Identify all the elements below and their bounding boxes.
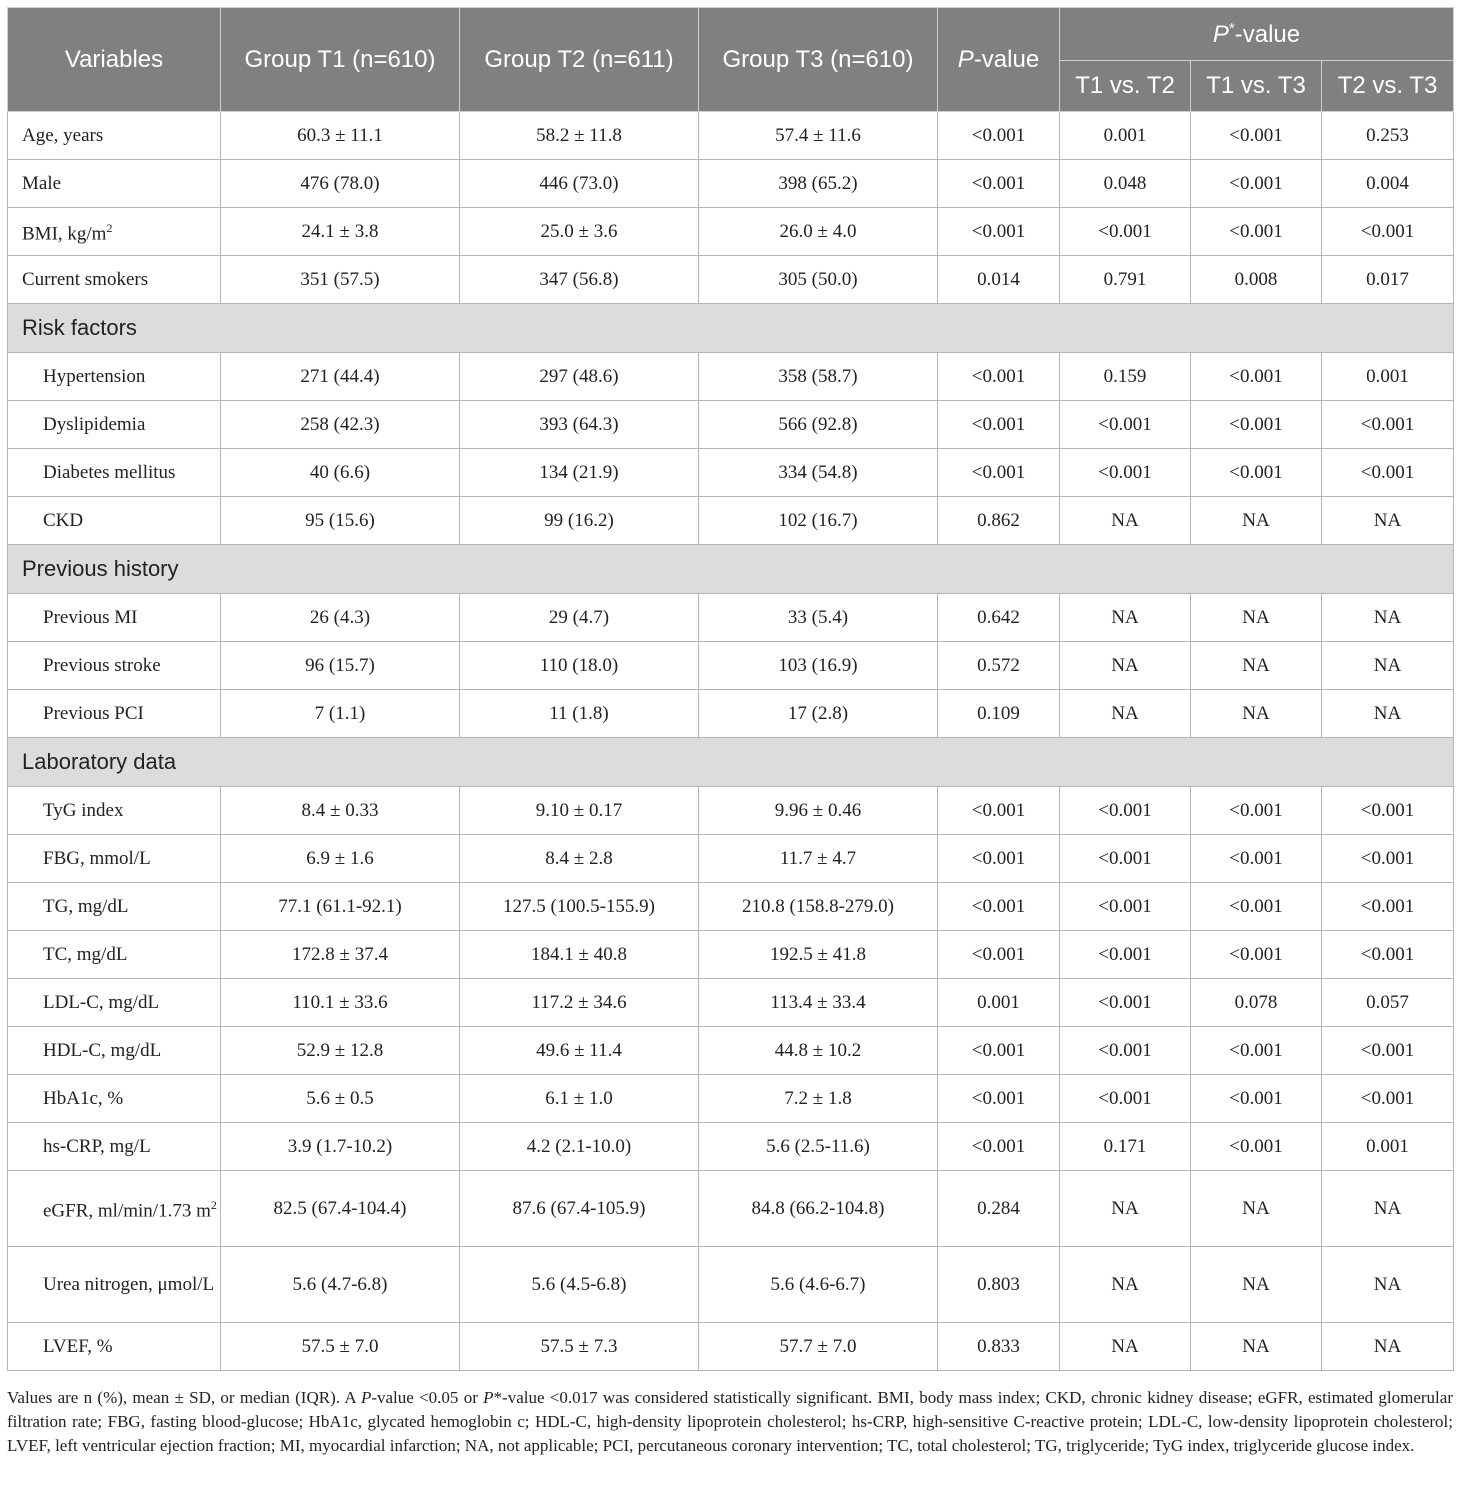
value-t1-vs-t3: NA — [1191, 690, 1322, 738]
value-t2-vs-t3: <0.001 — [1322, 208, 1454, 256]
value-p: <0.001 — [938, 1027, 1060, 1075]
value-t1-vs-t3: <0.001 — [1191, 883, 1322, 931]
value-t3: 26.0 ± 4.0 — [699, 208, 938, 256]
variable-label: Urea nitrogen, μmol/L — [8, 1247, 221, 1323]
value-t2: 9.10 ± 0.17 — [460, 787, 699, 835]
value-t2: 446 (73.0) — [460, 160, 699, 208]
value-t1: 26 (4.3) — [221, 594, 460, 642]
value-t2-vs-t3: <0.001 — [1322, 883, 1454, 931]
table-row — [8, 1323, 1454, 1371]
value-t2-vs-t3: 0.001 — [1322, 1123, 1454, 1171]
value-t1-vs-t2: NA — [1060, 497, 1191, 545]
value-t1-vs-t3: <0.001 — [1191, 160, 1322, 208]
variable-label: CKD — [8, 497, 221, 545]
value-p: 0.803 — [938, 1247, 1060, 1323]
value-t1-vs-t3: NA — [1191, 497, 1322, 545]
section-title: Previous history — [8, 545, 1454, 594]
table-row — [8, 787, 1454, 835]
value-p: <0.001 — [938, 160, 1060, 208]
header-group-t3: Group T3 (n=610) — [699, 8, 938, 112]
value-p: <0.001 — [938, 1075, 1060, 1123]
value-t1-vs-t2: <0.001 — [1060, 931, 1191, 979]
header-variables: Variables — [8, 8, 221, 112]
value-t1-vs-t2: 0.171 — [1060, 1123, 1191, 1171]
value-t1-vs-t2: NA — [1060, 690, 1191, 738]
value-t1-vs-t3: <0.001 — [1191, 931, 1322, 979]
value-t2: 184.1 ± 40.8 — [460, 931, 699, 979]
value-t1: 96 (15.7) — [221, 642, 460, 690]
value-t2: 58.2 ± 11.8 — [460, 112, 699, 160]
value-t1-vs-t3: NA — [1191, 594, 1322, 642]
value-t2-vs-t3: NA — [1322, 497, 1454, 545]
value-t2: 49.6 ± 11.4 — [460, 1027, 699, 1075]
value-t2: 11 (1.8) — [460, 690, 699, 738]
table-row — [8, 883, 1454, 931]
table-header — [8, 8, 1454, 112]
value-t2-vs-t3: <0.001 — [1322, 449, 1454, 497]
value-t2: 29 (4.7) — [460, 594, 699, 642]
header-t1-vs-t3: T1 vs. T3 — [1191, 61, 1322, 112]
header-t1-vs-t2: T1 vs. T2 — [1060, 61, 1191, 112]
variable-label: Current smokers — [8, 256, 221, 304]
value-t1-vs-t3: NA — [1191, 1323, 1322, 1371]
value-p: 0.284 — [938, 1171, 1060, 1247]
value-t1-vs-t2: <0.001 — [1060, 787, 1191, 835]
value-t2-vs-t3: <0.001 — [1322, 835, 1454, 883]
section-title: Risk factors — [8, 304, 1454, 353]
value-t1: 6.9 ± 1.6 — [221, 835, 460, 883]
value-t2-vs-t3: <0.001 — [1322, 401, 1454, 449]
value-t2-vs-t3: NA — [1322, 594, 1454, 642]
value-t1-vs-t3: NA — [1191, 1171, 1322, 1247]
value-t3: 358 (58.7) — [699, 353, 938, 401]
value-t1: 110.1 ± 33.6 — [221, 979, 460, 1027]
value-t1-vs-t3: <0.001 — [1191, 787, 1322, 835]
value-p: <0.001 — [938, 449, 1060, 497]
table-row — [8, 1027, 1454, 1075]
value-t1-vs-t3: <0.001 — [1191, 449, 1322, 497]
value-t1-vs-t3: <0.001 — [1191, 1075, 1322, 1123]
value-t2: 393 (64.3) — [460, 401, 699, 449]
value-p: 0.572 — [938, 642, 1060, 690]
value-t1: 24.1 ± 3.8 — [221, 208, 460, 256]
value-t2: 6.1 ± 1.0 — [460, 1075, 699, 1123]
value-t1-vs-t2: <0.001 — [1060, 401, 1191, 449]
baseline-characteristics-table — [7, 7, 1454, 1371]
value-t2: 25.0 ± 3.6 — [460, 208, 699, 256]
value-t1-vs-t3: NA — [1191, 1247, 1322, 1323]
value-p: <0.001 — [938, 112, 1060, 160]
value-p: 0.862 — [938, 497, 1060, 545]
value-t1: 3.9 (1.7-10.2) — [221, 1123, 460, 1171]
value-t3: 113.4 ± 33.4 — [699, 979, 938, 1027]
value-t2-vs-t3: 0.057 — [1322, 979, 1454, 1027]
table-row — [8, 497, 1454, 545]
table-row — [8, 208, 1454, 256]
value-t2-vs-t3: 0.253 — [1322, 112, 1454, 160]
value-t2-vs-t3: 0.001 — [1322, 353, 1454, 401]
value-t1-vs-t2: <0.001 — [1060, 1027, 1191, 1075]
value-t1: 258 (42.3) — [221, 401, 460, 449]
variable-label: Previous stroke — [8, 642, 221, 690]
value-t2: 347 (56.8) — [460, 256, 699, 304]
variable-label: Male — [8, 160, 221, 208]
value-p: <0.001 — [938, 787, 1060, 835]
value-t2: 57.5 ± 7.3 — [460, 1323, 699, 1371]
value-t2: 99 (16.2) — [460, 497, 699, 545]
table-row — [8, 642, 1454, 690]
value-t3: 11.7 ± 4.7 — [699, 835, 938, 883]
value-t1-vs-t2: NA — [1060, 1247, 1191, 1323]
variable-label: Previous PCI — [8, 690, 221, 738]
value-t3: 5.6 (2.5-11.6) — [699, 1123, 938, 1171]
variable-label: Diabetes mellitus — [8, 449, 221, 497]
value-t3: 102 (16.7) — [699, 497, 938, 545]
value-t2: 5.6 (4.5-6.8) — [460, 1247, 699, 1323]
value-t1-vs-t2: <0.001 — [1060, 979, 1191, 1027]
value-t1-vs-t2: 0.048 — [1060, 160, 1191, 208]
value-t3: 5.6 (4.6-6.7) — [699, 1247, 938, 1323]
value-t1-vs-t2: <0.001 — [1060, 883, 1191, 931]
value-t3: 210.8 (158.8-279.0) — [699, 883, 938, 931]
variable-label: TyG index — [8, 787, 221, 835]
value-t1: 60.3 ± 11.1 — [221, 112, 460, 160]
value-t1: 8.4 ± 0.33 — [221, 787, 460, 835]
variable-label: LVEF, % — [8, 1323, 221, 1371]
value-t1-vs-t2: <0.001 — [1060, 1075, 1191, 1123]
value-t1-vs-t3: <0.001 — [1191, 112, 1322, 160]
value-t2-vs-t3: 0.017 — [1322, 256, 1454, 304]
value-t2-vs-t3: <0.001 — [1322, 1027, 1454, 1075]
value-t1: 7 (1.1) — [221, 690, 460, 738]
value-t3: 33 (5.4) — [699, 594, 938, 642]
table-row — [8, 594, 1454, 642]
table-row — [8, 353, 1454, 401]
value-t3: 103 (16.9) — [699, 642, 938, 690]
value-p: 0.109 — [938, 690, 1060, 738]
value-t1: 57.5 ± 7.0 — [221, 1323, 460, 1371]
variable-label: HDL-C, mg/dL — [8, 1027, 221, 1075]
variable-label: TC, mg/dL — [8, 931, 221, 979]
header-group-t2: Group T2 (n=611) — [460, 8, 699, 112]
value-t3: 17 (2.8) — [699, 690, 938, 738]
value-t1: 40 (6.6) — [221, 449, 460, 497]
table-row — [8, 160, 1454, 208]
table-row — [8, 979, 1454, 1027]
value-t1-vs-t2: NA — [1060, 594, 1191, 642]
value-t2-vs-t3: <0.001 — [1322, 787, 1454, 835]
value-t1-vs-t3: <0.001 — [1191, 208, 1322, 256]
value-t3: 192.5 ± 41.8 — [699, 931, 938, 979]
table-footnote: Values are n (%), mean ± SD, or median (IQR). A P-value <0.05 or P*-value <0.017 was considered statistically significant. BMI, body mass index; CKD, chronic kidney disease; eGFR, estimated glomerular filtration rate; FBG, fasting blood-glucose; HbA1c, glycated hemoglobin c; HDL-C, high-density lipoprotein cholesterol; hs-CRP, high-sensitive C-reactive protein; LDL-C, low-density lipoprotein cholesterol; LVEF, left ventricular ejection fraction; MI, myocardial infarction; NA, not applicable; PCI, percutaneous coronary intervention; TC, total cholesterol; TG, triglyceride; TyG index, triglyceride glucose index. — [7, 1388, 1453, 1455]
value-t2-vs-t3: NA — [1322, 642, 1454, 690]
value-t2-vs-t3: NA — [1322, 1171, 1454, 1247]
section-row — [8, 738, 1454, 787]
value-t2: 4.2 (2.1-10.0) — [460, 1123, 699, 1171]
header-group-t1: Group T1 (n=610) — [221, 8, 460, 112]
value-t3: 334 (54.8) — [699, 449, 938, 497]
value-p: <0.001 — [938, 208, 1060, 256]
value-t3: 9.96 ± 0.46 — [699, 787, 938, 835]
value-t1-vs-t3: <0.001 — [1191, 835, 1322, 883]
value-p: <0.001 — [938, 835, 1060, 883]
value-p: 0.833 — [938, 1323, 1060, 1371]
value-t1-vs-t2: 0.001 — [1060, 112, 1191, 160]
variable-label: Previous MI — [8, 594, 221, 642]
value-t1-vs-t2: NA — [1060, 1323, 1191, 1371]
value-t1-vs-t2: NA — [1060, 642, 1191, 690]
value-t1-vs-t3: 0.078 — [1191, 979, 1322, 1027]
value-p: <0.001 — [938, 883, 1060, 931]
section-row — [8, 545, 1454, 594]
table-row — [8, 835, 1454, 883]
value-p: 0.642 — [938, 594, 1060, 642]
variable-label: eGFR, ml/min/1.73 $m^2$ — [8, 1171, 221, 1247]
value-p: <0.001 — [938, 931, 1060, 979]
variable-label: Hypertension — [8, 353, 221, 401]
value-t1-vs-t3: NA — [1191, 642, 1322, 690]
value-t3: 44.8 ± 10.2 — [699, 1027, 938, 1075]
variable-label: hs-CRP, mg/L — [8, 1123, 221, 1171]
value-t2-vs-t3: NA — [1322, 690, 1454, 738]
value-t2: 127.5 (100.5-155.9) — [460, 883, 699, 931]
value-t1-vs-t2: 0.159 — [1060, 353, 1191, 401]
header-p-value: P-value — [938, 8, 1060, 112]
table-row — [8, 449, 1454, 497]
value-t1: 5.6 ± 0.5 — [221, 1075, 460, 1123]
table-row — [8, 1171, 1454, 1247]
value-t1: 476 (78.0) — [221, 160, 460, 208]
table-row — [8, 1075, 1454, 1123]
variable-label: TG, mg/dL — [8, 883, 221, 931]
value-t2: 117.2 ± 34.6 — [460, 979, 699, 1027]
value-t2-vs-t3: 0.004 — [1322, 160, 1454, 208]
value-t2: 87.6 (67.4-105.9) — [460, 1171, 699, 1247]
table-row — [8, 1123, 1454, 1171]
value-t1: 351 (57.5) — [221, 256, 460, 304]
value-t2-vs-t3: <0.001 — [1322, 1075, 1454, 1123]
value-t1: 82.5 (67.4-104.4) — [221, 1171, 460, 1247]
value-t1: 271 (44.4) — [221, 353, 460, 401]
variable-label: Age, years — [8, 112, 221, 160]
section-title: Laboratory data — [8, 738, 1454, 787]
table-row — [8, 256, 1454, 304]
value-t2-vs-t3: <0.001 — [1322, 931, 1454, 979]
value-t1-vs-t2: NA — [1060, 1171, 1191, 1247]
value-t3: 57.7 ± 7.0 — [699, 1323, 938, 1371]
value-t3: 566 (92.8) — [699, 401, 938, 449]
value-t1-vs-t3: 0.008 — [1191, 256, 1322, 304]
variable-label: HbA1c, % — [8, 1075, 221, 1123]
value-p: 0.014 — [938, 256, 1060, 304]
value-p: <0.001 — [938, 401, 1060, 449]
value-p: 0.001 — [938, 979, 1060, 1027]
variable-label: Dyslipidemia — [8, 401, 221, 449]
value-t1-vs-t2: <0.001 — [1060, 835, 1191, 883]
value-t1: 172.8 ± 37.4 — [221, 931, 460, 979]
value-t1: 95 (15.6) — [221, 497, 460, 545]
variable-label: BMI, $kg/m^2$ — [8, 208, 221, 256]
value-t3: 305 (50.0) — [699, 256, 938, 304]
value-t3: 7.2 ± 1.8 — [699, 1075, 938, 1123]
table-row — [8, 112, 1454, 160]
variable-label: LDL-C, mg/dL — [8, 979, 221, 1027]
value-t1-vs-t3: <0.001 — [1191, 1123, 1322, 1171]
variable-label: FBG, mmol/L — [8, 835, 221, 883]
value-t1-vs-t2: <0.001 — [1060, 449, 1191, 497]
value-t1-vs-t3: <0.001 — [1191, 401, 1322, 449]
value-t3: 57.4 ± 11.6 — [699, 112, 938, 160]
value-t3: 398 (65.2) — [699, 160, 938, 208]
value-t1-vs-t3: <0.001 — [1191, 1027, 1322, 1075]
value-t1-vs-t2: <0.001 — [1060, 208, 1191, 256]
value-p: <0.001 — [938, 353, 1060, 401]
table-row — [8, 690, 1454, 738]
table-row — [8, 931, 1454, 979]
section-row — [8, 304, 1454, 353]
value-t2-vs-t3: NA — [1322, 1247, 1454, 1323]
value-t2: 110 (18.0) — [460, 642, 699, 690]
header-pstar-value: P*-value — [1060, 8, 1454, 61]
header-t2-vs-t3: T2 vs. T3 — [1322, 61, 1454, 112]
value-t2: 134 (21.9) — [460, 449, 699, 497]
value-t2-vs-t3: NA — [1322, 1323, 1454, 1371]
value-t1: 5.6 (4.7-6.8) — [221, 1247, 460, 1323]
table-row — [8, 1247, 1454, 1323]
value-t1: 52.9 ± 12.8 — [221, 1027, 460, 1075]
table-body — [8, 112, 1454, 1371]
value-t2: 297 (48.6) — [460, 353, 699, 401]
value-t2: 8.4 ± 2.8 — [460, 835, 699, 883]
value-t3: 84.8 (66.2-104.8) — [699, 1171, 938, 1247]
value-t1-vs-t3: <0.001 — [1191, 353, 1322, 401]
value-t1-vs-t2: 0.791 — [1060, 256, 1191, 304]
value-p: <0.001 — [938, 1123, 1060, 1171]
value-t1: 77.1 (61.1-92.1) — [221, 883, 460, 931]
table-row — [8, 401, 1454, 449]
